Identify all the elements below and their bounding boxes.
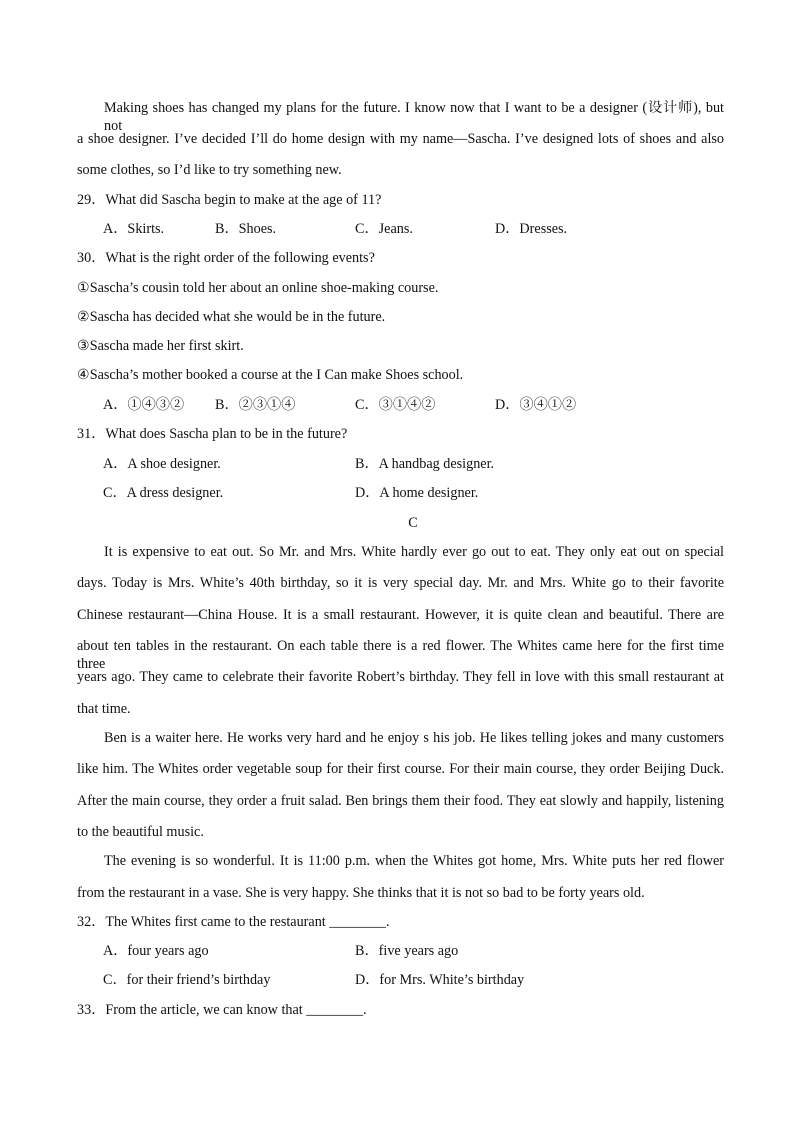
passage-c-line-11: The evening is so wonderful. It is 11:00 p.m. when the Whites got home, Mrs. White puts her red flower [104, 853, 724, 869]
q29-option-a: A．Skirts. [103, 221, 165, 237]
section-c-title: C [408, 515, 418, 531]
passage-c-line-5: years ago. They came to celebrate their favorite Robert’s birthday. They fell in love with this small restaurant at [77, 669, 724, 685]
passage-c-line-4: about ten tables in the restaurant. On each table there is a red flower. The Whites came here for the first time three [77, 638, 724, 672]
passage-c-line-7: Ben is a waiter here. He works very hard and he enjoy s his job. He likes telling jokes and many customers [104, 730, 724, 746]
q32-option-a: A．four years ago [103, 943, 209, 959]
q32-option-b: B．five years ago [355, 943, 459, 959]
question-31-stem: 31．What does Sascha plan to be in the future? [77, 426, 348, 442]
passage-c-line-1: It is expensive to eat out. So Mr. and Mrs. White hardly ever go out to eat. They only eat out on special [104, 544, 724, 560]
q29-option-d: D．Dresses. [495, 221, 568, 237]
passage-b-line-2: a shoe designer. I’ve decided I’ll do home design with my name—Sascha. I’ve designed lots of shoes and also [77, 131, 724, 147]
q31-option-b: B．A handbag designer. [355, 456, 495, 472]
q32-option-d: D．for Mrs. White’s birthday [355, 972, 525, 988]
passage-c-line-3: Chinese restaurant—China House. It is a small restaurant. However, it is quite clean and beautiful. There are [77, 607, 724, 623]
passage-b-line-1: Making shoes has changed my plans for the future. I know now that I want to be a designer (设计师), but not [104, 100, 724, 134]
q29-option-c: C．Jeans. [355, 221, 413, 237]
passage-c-line-2: days. Today is Mrs. White’s 40th birthday, so it is very special day. Mr. and Mrs. White go to their favorite [77, 575, 724, 591]
q30-event-4: ④Sascha’s mother booked a course at the I Can make Shoes school. [77, 367, 464, 383]
q30-option-b: B．②③①④ [215, 397, 296, 413]
q30-option-a: A．①④③② [103, 397, 185, 413]
passage-c-line-8: like him. The Whites order vegetable soup for their first course. For their main course, they order Beijing Duck. [77, 761, 724, 777]
q32-option-c: C．for their friend’s birthday [103, 972, 271, 988]
q30-option-d: D．③④①② [495, 397, 577, 413]
passage-c-line-10: to the beautiful music. [77, 824, 204, 840]
question-33-stem: 33．From the article, we can know that ________. [77, 1002, 367, 1018]
passage-b-line-3: some clothes, so I’d like to try something new. [77, 162, 342, 178]
q30-event-2: ②Sascha has decided what she would be in the future. [77, 309, 386, 325]
q31-option-d: D．A home designer. [355, 485, 479, 501]
q30-option-c: C．③①④② [355, 397, 436, 413]
question-30-stem: 30．What is the right order of the following events? [77, 250, 375, 266]
q29-option-b: B．Shoes. [215, 221, 277, 237]
q30-event-1: ①Sascha’s cousin told her about an online shoe-making course. [77, 280, 439, 296]
q30-event-3: ③Sascha made her first skirt. [77, 338, 244, 354]
q31-option-c: C．A dress designer. [103, 485, 224, 501]
passage-c-line-6: that time. [77, 701, 131, 717]
question-32-stem: 32．The Whites first came to the restaurant ________. [77, 914, 390, 930]
passage-c-line-12: from the restaurant in a vase. She is very happy. She thinks that it is not so bad to be forty years old. [77, 885, 645, 901]
passage-c-line-9: After the main course, they order a fruit salad. Ben brings them their food. They eat slowly and happily, listening [77, 793, 724, 809]
question-29-stem: 29．What did Sascha begin to make at the age of 11? [77, 192, 382, 208]
q31-option-a: A．A shoe designer. [103, 456, 221, 472]
